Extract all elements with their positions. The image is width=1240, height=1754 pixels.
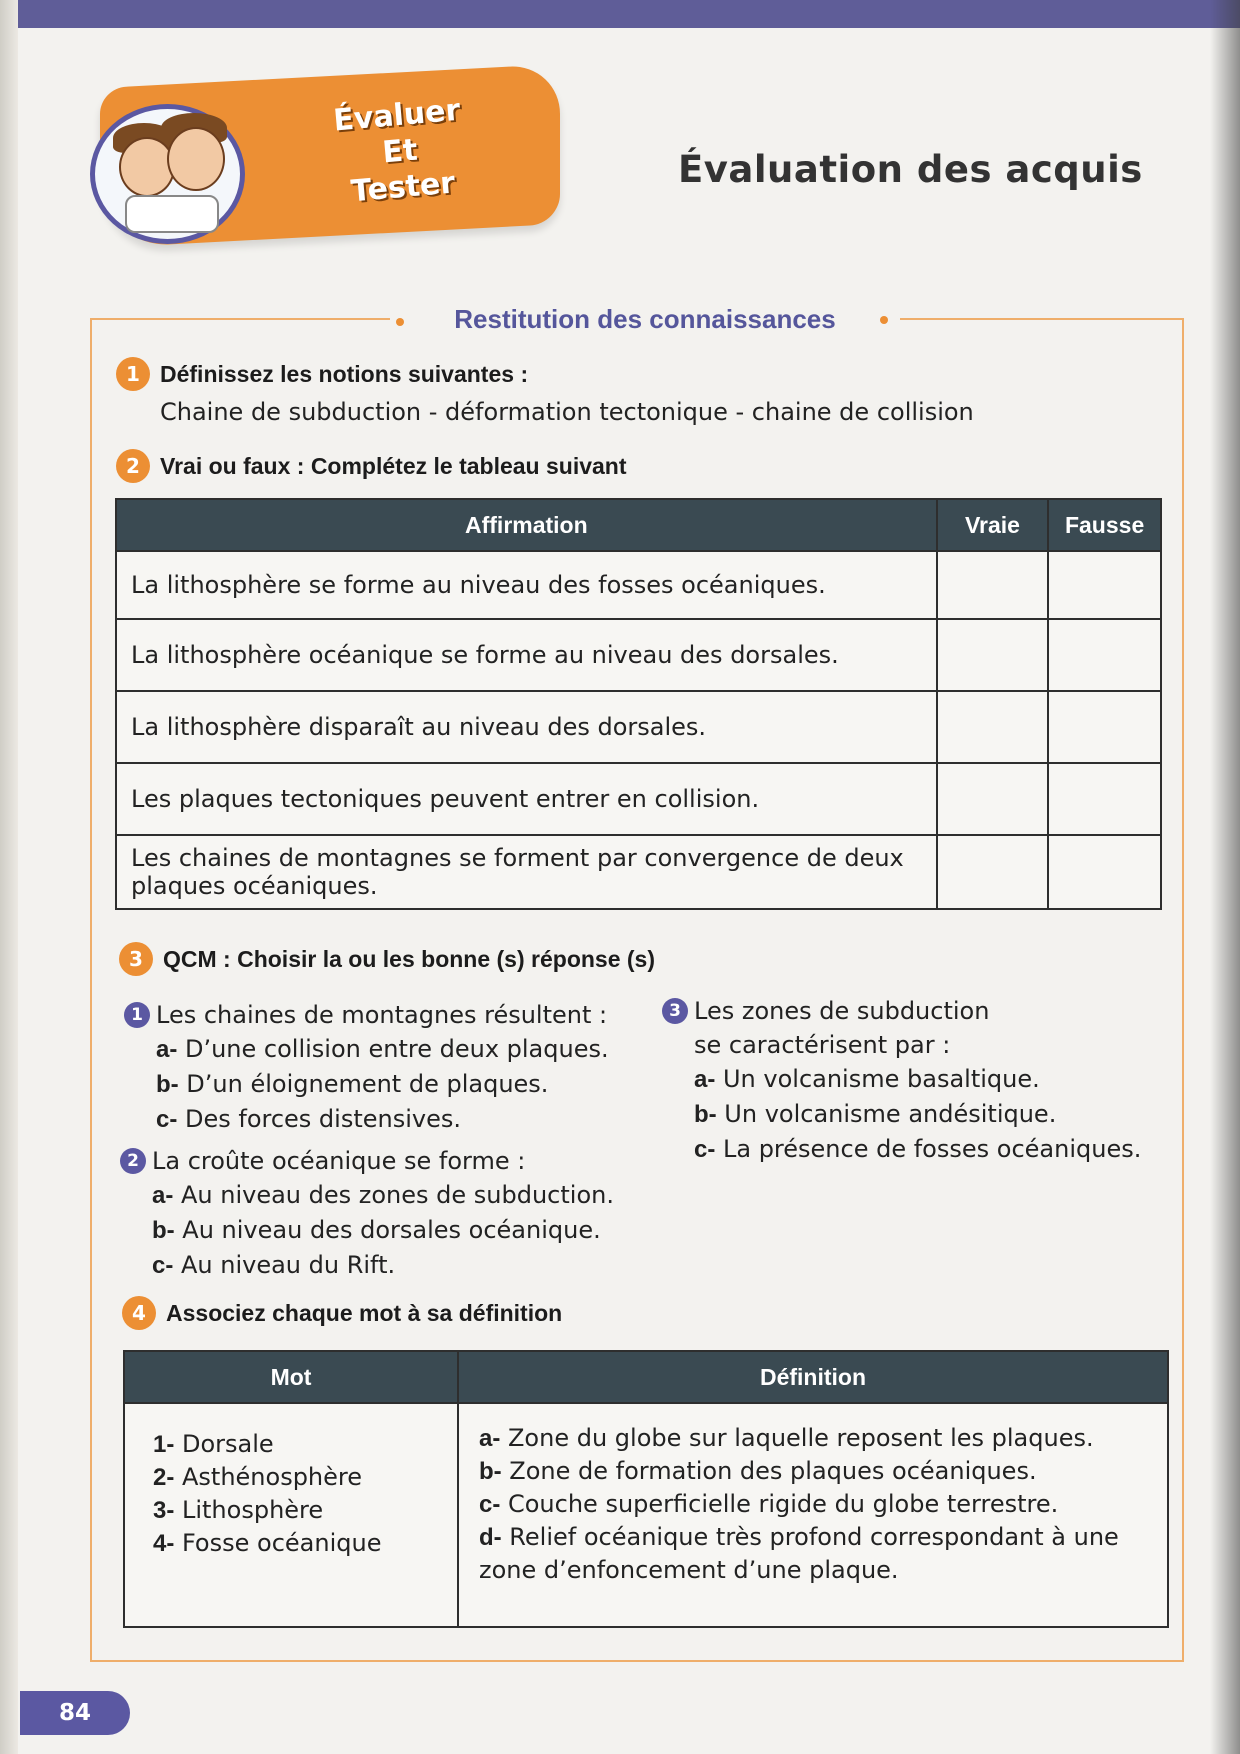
vraie-cell[interactable] (937, 835, 1049, 909)
definition-item: b- Zone de formation des plaques océaniques. (479, 1457, 1037, 1485)
top-color-band (0, 0, 1240, 28)
mascot-coat (125, 195, 219, 233)
mcq-option[interactable]: a- D’une collision entre deux plaques. (156, 1035, 609, 1063)
fausse-cell[interactable] (1048, 691, 1161, 763)
table-row (116, 691, 1161, 763)
header-affirmation: Affirmation (116, 499, 937, 551)
mcq-number-badge: 1 (124, 1002, 150, 1028)
badge-text (316, 91, 485, 213)
question-number-badge: 1 (116, 357, 150, 391)
question-title: Définissez les notions suivantes : (160, 360, 529, 387)
vraie-cell[interactable] (937, 619, 1049, 691)
question-title: Vrai ou faux : Complétez le tableau suivant (160, 452, 627, 479)
word-item: 2- Asthénosphère (153, 1463, 363, 1491)
mcq-option[interactable]: b- Au niveau des dorsales océanique. (152, 1216, 601, 1244)
header-vraie: Vraie (937, 499, 1049, 551)
word-item: 3- Lithosphère (153, 1496, 324, 1524)
definition-item: d- Relief océanique très profond correspondant à une zone d’enfoncement d’une plaque. (479, 1523, 1119, 1584)
definition-item: c- Couche superficielle rigide du globe terrestre. (479, 1490, 1059, 1518)
header-definition: Définition (458, 1351, 1168, 1403)
mcq-option[interactable]: b- Un volcanisme andésitique. (694, 1100, 1057, 1128)
question-1 (116, 357, 528, 391)
mcq-stem: Les zones de subduction se caractérisent par : (694, 997, 990, 1059)
question-3 (119, 942, 655, 976)
mascot-face-right (167, 127, 225, 191)
matching-table (123, 1350, 1169, 1628)
word-item: 4- Fosse océanique (153, 1529, 382, 1557)
mcq-item-1 (124, 998, 644, 1137)
mascot-face-left (119, 137, 175, 197)
vraie-cell[interactable] (937, 551, 1049, 619)
mcq-option[interactable]: b- D’un éloignement de plaques. (156, 1070, 549, 1098)
fausse-cell[interactable] (1048, 763, 1161, 835)
page-title: Évaluation des acquis (678, 148, 1143, 191)
question-title: QCM : Choisir la ou les bonne (s) réponse (s) (163, 945, 655, 972)
fausse-cell[interactable] (1048, 619, 1161, 691)
mcq-number-badge: 3 (662, 998, 688, 1024)
fausse-cell[interactable] (1048, 835, 1161, 909)
mcq-stem: Les chaines de montagnes résultent : (156, 1001, 608, 1029)
table-row (116, 835, 1161, 909)
affirmation-cell: La lithosphère océanique se forme au niveau des dorsales. (116, 619, 937, 691)
header-fausse: Fausse (1048, 499, 1161, 551)
question-number-badge: 4 (122, 1296, 156, 1330)
vraie-cell[interactable] (937, 691, 1049, 763)
page-right-shadow (1210, 0, 1240, 1754)
fausse-cell[interactable] (1048, 551, 1161, 619)
section-title: Restitution des connaissances (454, 304, 836, 334)
mcq-stem: La croûte océanique se forme : (152, 1147, 526, 1175)
mcq-option[interactable]: c- La présence de fosses océaniques. (694, 1135, 1142, 1163)
question-title: Associez chaque mot à sa définition (166, 1299, 563, 1326)
question-2 (116, 449, 627, 483)
page-binding-edge (0, 0, 18, 1754)
true-false-table (115, 498, 1162, 910)
definitions-cell (458, 1403, 1168, 1627)
title-dot-left (396, 318, 404, 326)
definition-item: a- Zone du globe sur laquelle reposent les plaques. (479, 1424, 1094, 1452)
mcq-number-badge: 2 (120, 1148, 146, 1174)
badge-line-3: Tester (349, 165, 457, 210)
affirmation-cell: Les chaines de montagnes se forment par convergence de deux plaques océaniques. (116, 835, 937, 909)
affirmation-cell: La lithosphère disparaît au niveau des dorsales. (116, 691, 937, 763)
table-row (116, 763, 1161, 835)
question-number-badge: 3 (119, 942, 153, 976)
vraie-cell[interactable] (937, 763, 1049, 835)
mcq-item-3 (662, 994, 1152, 1167)
mcq-option[interactable]: c- Au niveau du Rift. (152, 1251, 396, 1279)
header-mot: Mot (124, 1351, 458, 1403)
table-row (116, 551, 1161, 619)
word-item: 1- Dorsale (153, 1430, 274, 1458)
badge-mascot-illustration (90, 104, 245, 244)
title-dot-right (880, 316, 888, 324)
question-number-badge: 2 (116, 449, 150, 483)
table-row (116, 619, 1161, 691)
mcq-item-2 (120, 1144, 640, 1283)
words-cell (124, 1403, 458, 1627)
evaluer-tester-badge (90, 76, 560, 240)
badge-line-1: Évaluer (331, 92, 462, 139)
question-1-text: Chaine de subduction - déformation tectonique - chaine de collision (160, 398, 974, 426)
page-number: 84 (20, 1691, 130, 1735)
mcq-option[interactable]: a- Au niveau des zones de subduction. (152, 1181, 614, 1209)
badge-line-2: Et (381, 132, 419, 171)
mcq-option[interactable]: a- Un volcanisme basaltique. (694, 1065, 1040, 1093)
mcq-option[interactable]: c- Des forces distensives. (156, 1105, 461, 1133)
section-title-container (390, 304, 900, 340)
affirmation-cell: Les plaques tectoniques peuvent entrer en collision. (116, 763, 937, 835)
question-4 (122, 1296, 562, 1330)
affirmation-cell: La lithosphère se forme au niveau des fosses océaniques. (116, 551, 937, 619)
